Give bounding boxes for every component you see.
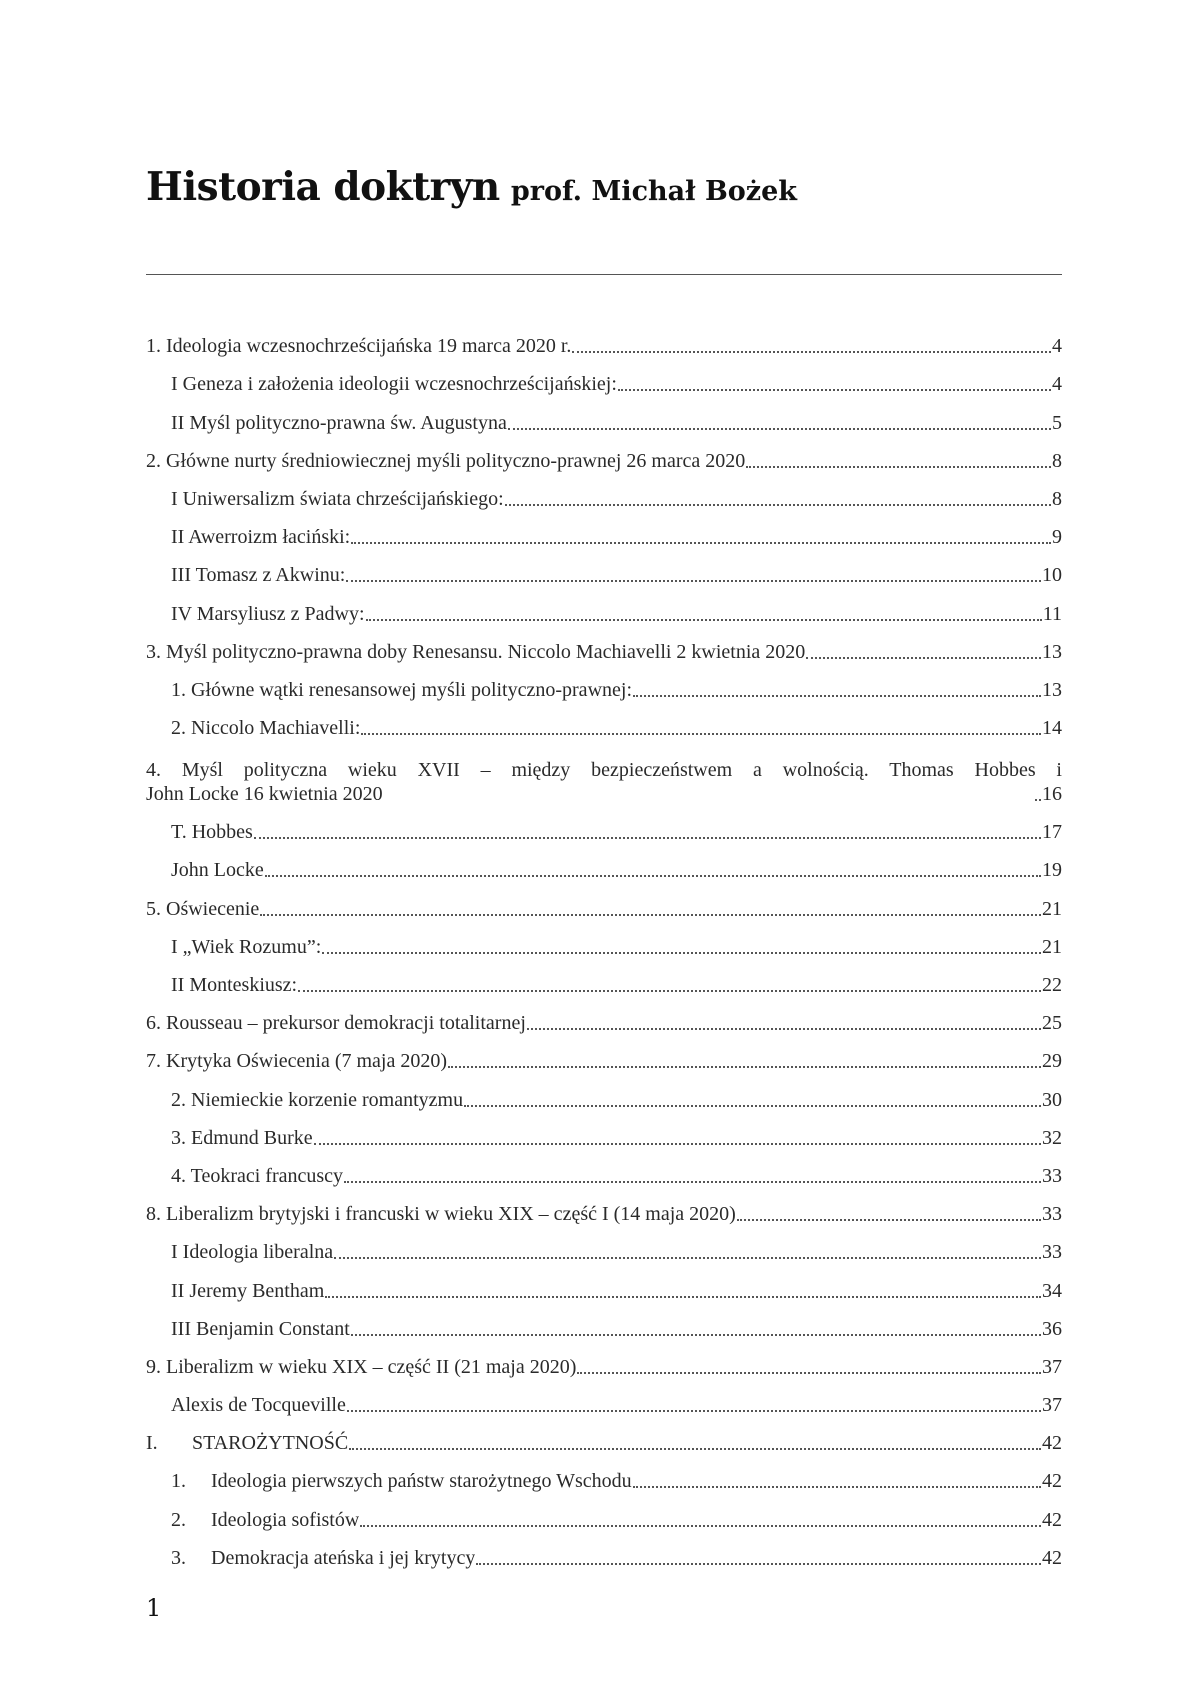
dot-leader [1035,799,1041,801]
title-author: prof. Michał Bożek [510,176,798,207]
toc-entry-text: Alexis de Tocqueville [171,1394,346,1417]
toc-page-number: 42 [1042,1470,1062,1493]
toc-entry-text: 9. Liberalizm w wieku XIX – część II (21 maja 2020) [146,1355,577,1378]
toc-entry[interactable] [146,1264,1062,1302]
toc-entry-text: II Monteskiusz: [171,974,298,996]
toc-entry-text: II Awerroizm łaciński: [171,526,351,549]
dot-leader [314,1143,1041,1145]
dot-leader [737,1219,1041,1221]
dot-leader [366,619,1042,621]
toc-entry[interactable] [146,1035,1062,1073]
dot-leader [572,351,1051,353]
toc-entry-text: I Ideologia liberalna [171,1241,334,1264]
toc-entry-text: 3. Myśl polityczno-prawna doby Renesansu. Niccolo Machiavelli 2 kwietnia 2020 [146,640,806,663]
toc-page-number: 19 [1042,859,1062,882]
dot-leader [464,1105,1041,1107]
dot-leader [344,1181,1041,1183]
toc-entry[interactable] [146,1112,1062,1150]
toc-entry-text: II Jeremy Bentham [171,1279,325,1302]
toc-entry-text: STAROŻYTNOŚĆ [192,1432,349,1455]
dot-leader [346,580,1041,582]
dot-leader [508,428,1051,430]
toc-entry-text: 8. Liberalizm brytyjski i francuski w wieku XIX – część I (14 maja 2020) [146,1203,736,1226]
toc-page-number: 17 [1042,821,1062,844]
header-divider [146,274,1062,275]
toc-entry-text: II Myśl polityczno-prawna św. Augustyna [171,411,507,434]
dot-leader [325,1296,1041,1298]
toc-page-number: 29 [1042,1050,1062,1073]
dot-leader [633,1486,1041,1488]
toc-entry-number: 2. [171,1508,186,1531]
toc-entry-text: I Geneza i założenia ideologii wczesnochrześcijańskiej: [171,373,617,396]
dot-leader [618,389,1051,391]
toc-page-number: 37 [1042,1355,1062,1378]
toc-entry[interactable] [146,1073,1062,1111]
toc-entry-text: I „Wiek Rozumu”: [171,935,322,958]
toc-page-number: 8 [1052,449,1062,472]
title-main: Historia doktryn [146,164,500,210]
toc-entry[interactable] [146,1493,1062,1531]
toc-entry-text: 1. Główne wątki renesansowej myśli polityczno-prawnej: [171,678,632,701]
dot-leader [334,1257,1041,1259]
toc-entry[interactable] [146,1455,1062,1493]
toc-entry[interactable] [146,664,1062,702]
dot-leader [633,695,1041,697]
toc-entry-text: 3. Edmund Burke [171,1126,313,1149]
toc-page-number: 42 [1042,1508,1062,1531]
toc-page-number: 21 [1042,897,1062,920]
dot-leader [361,733,1041,735]
toc-entry[interactable] [146,549,1062,587]
dot-leader [505,504,1051,506]
toc-entry[interactable] [146,511,1062,549]
toc-page-number: 5 [1052,411,1062,434]
toc-entry-text: 4. Teokraci francuscy [171,1164,344,1187]
toc-page-number: 30 [1042,1088,1062,1111]
toc-entry-text: 6. Rousseau – prekursor demokracji totalitarnej [146,1012,526,1035]
toc-entry-text: 2. Niemieckie korzenie romantyzmu [171,1088,464,1111]
toc-entry[interactable] [146,435,1062,473]
toc-entry[interactable] [146,1341,1062,1379]
toc-entry-number: 3. [171,1546,186,1569]
toc-entry[interactable] [146,882,1062,920]
toc-entry-text: 7. Krytyka Oświecenia (7 maja 2020) [146,1050,448,1073]
toc-entry-text: John Locke 16 kwietnia 2020 [146,783,383,806]
toc-page-number: 42 [1042,1546,1062,1569]
page-title [146,164,797,210]
dot-leader [806,657,1041,659]
dot-leader [577,1372,1041,1374]
dot-leader [527,1028,1041,1030]
dot-leader [254,837,1041,839]
dot-leader [349,1448,1041,1450]
toc-entry[interactable] [146,320,1062,358]
toc-entry[interactable] [146,1188,1062,1226]
dot-leader [322,952,1041,954]
toc-entry-label [171,1546,475,1570]
toc-page-number: 21 [1042,935,1062,958]
toc-entry-text: III Benjamin Constant [171,1317,350,1340]
toc-entry-number: 1. [171,1470,186,1493]
toc-entry[interactable] [146,1417,1062,1455]
dot-leader [360,1525,1041,1527]
toc-entry-text: Ideologia pierwszych państw starożytnego Wschodu [211,1470,632,1493]
toc-page-number: 13 [1042,640,1062,663]
toc-entry[interactable] [146,740,1062,806]
toc-page-number: 33 [1042,1164,1062,1187]
toc-page-number: 32 [1042,1126,1062,1149]
dot-leader [746,466,1051,468]
toc-entry[interactable] [146,844,1062,882]
dot-leader [260,914,1041,916]
toc-entry-text: Demokracja ateńska i jej krytycy [211,1546,476,1569]
toc-page-number: 9 [1052,526,1062,549]
dot-leader [351,1334,1041,1336]
toc-entry-text: 1. Ideologia wczesnochrześcijańska 19 marca 2020 r. [146,335,572,358]
dot-leader [298,990,1041,992]
dot-leader [347,1410,1041,1412]
toc-entry-text: John Locke [171,859,264,882]
toc-entry-label [171,1469,632,1493]
toc-entry-label [146,1431,348,1455]
toc-entry-text: 5. Oświecenie [146,897,260,920]
toc-entry-text: Ideologia sofistów [211,1508,360,1531]
toc-page-number: 22 [1042,974,1062,996]
toc-page-number: 16 [1042,783,1062,806]
toc-page-number: 37 [1042,1394,1062,1417]
toc-page-number: 34 [1042,1279,1062,1302]
toc-entry[interactable] [146,1303,1062,1341]
toc-entry[interactable] [146,626,1062,664]
toc-page-number: 8 [1052,487,1062,510]
toc-page-number: 4 [1052,335,1062,358]
table-of-contents [146,320,1062,1570]
toc-entry-text: I Uniwersalizm świata chrześcijańskiego: [171,487,504,510]
toc-entry[interactable] [146,997,1062,1035]
toc-entry-text: 2. Główne nurty średniowiecznej myśli polityczno-prawnej 26 marca 2020 [146,449,746,472]
toc-entry[interactable] [146,1150,1062,1188]
toc-entry-wrap [146,758,1062,806]
dot-leader [265,875,1041,877]
dot-leader [351,542,1051,544]
toc-entry-text: III Tomasz z Akwinu: [171,564,346,587]
toc-page-number: 13 [1042,678,1062,701]
toc-entry[interactable] [146,806,1062,844]
toc-entry-text: T. Hobbes [171,821,253,844]
toc-entry[interactable] [146,1226,1062,1264]
toc-entry[interactable] [146,702,1062,740]
toc-page-number: 25 [1042,1012,1062,1035]
toc-page-number: 36 [1042,1317,1062,1340]
toc-entry-text: 4. Myśl polityczna wieku XVII – między bezpieczeństwem a wolnością. Thomas Hobbes i [146,759,1062,782]
dot-leader [448,1066,1041,1068]
toc-page-number: 33 [1042,1203,1062,1226]
toc-entry[interactable] [146,959,1062,997]
toc-entry[interactable] [146,587,1062,625]
toc-entry[interactable] [146,473,1062,511]
page-number: 1 [146,1594,162,1622]
toc-page-number: 42 [1042,1432,1062,1455]
toc-entry-line2 [146,782,1062,806]
toc-entry[interactable] [146,396,1062,434]
toc-entry[interactable] [146,921,1062,959]
toc-entry[interactable] [146,1532,1062,1570]
toc-entry-label [171,1508,359,1532]
toc-entry-text: IV Marsyliusz z Padwy: [171,602,365,625]
toc-entry[interactable] [146,1379,1062,1417]
toc-page-number: 10 [1042,564,1062,587]
toc-entry-text: 2. Niccolo Machiavelli: [171,717,361,740]
toc-page-number: 33 [1042,1241,1062,1264]
toc-page-number: 14 [1042,717,1062,740]
toc-entry[interactable] [146,358,1062,396]
toc-page-number: 11 [1042,602,1062,625]
toc-entry-number: I. [146,1432,158,1455]
toc-page-number: 4 [1052,373,1062,396]
dot-leader [476,1563,1041,1565]
